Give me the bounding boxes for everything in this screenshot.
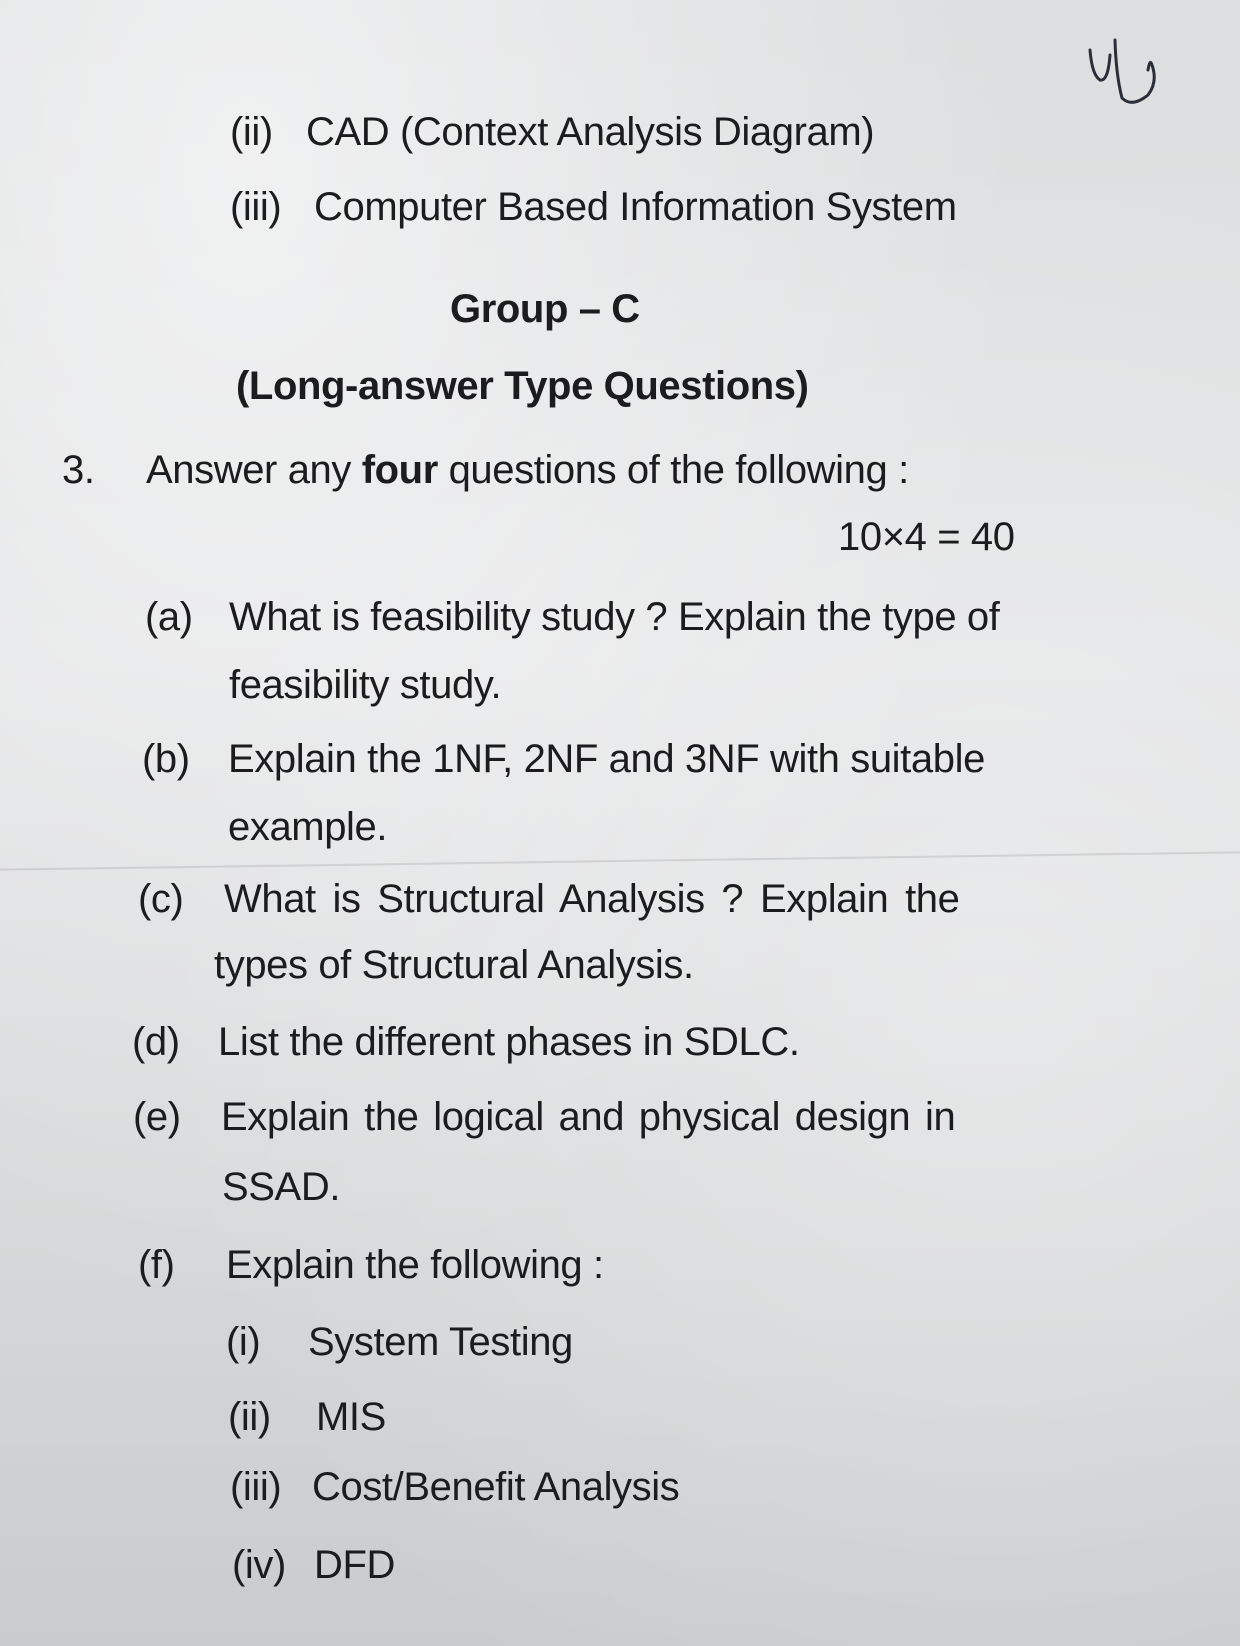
part-item xyxy=(142,737,985,782)
part-line1: Explain the logical and physical design in xyxy=(221,1095,956,1139)
subpart-label: (iii) xyxy=(230,1465,282,1509)
subpart-text: DFD xyxy=(314,1543,396,1587)
part-line2: types of Structural Analysis. xyxy=(214,943,694,987)
part-line2: example. xyxy=(228,805,388,849)
part-label: (e) xyxy=(133,1095,181,1139)
group-subtitle: (Long-answer Type Questions) xyxy=(236,364,809,408)
part-label: (c) xyxy=(138,877,184,921)
subpart-item xyxy=(226,1320,573,1365)
group-title: Group – C xyxy=(450,287,640,331)
subpart-text: System Testing xyxy=(308,1320,573,1364)
instruction-suffix: questions of the following : xyxy=(437,448,909,492)
instruction-emphasis: four xyxy=(361,448,438,492)
subpart-item xyxy=(228,1395,386,1440)
item-label: (iii) xyxy=(230,185,282,229)
subpart-item xyxy=(232,1543,395,1588)
marks: 10×4 = 40 xyxy=(838,515,1015,559)
paper-fold-shadow xyxy=(0,851,1240,870)
part-line1: Explain the following : xyxy=(226,1243,604,1287)
part-item xyxy=(145,595,999,640)
question-number: 3. xyxy=(62,448,95,492)
subpart-text: MIS xyxy=(316,1395,386,1439)
part-line1: What is Structural Analysis ? Explain the xyxy=(224,877,960,921)
part-item xyxy=(132,1020,800,1065)
item-text: CAD (Context Analysis Diagram) xyxy=(306,110,875,154)
subpart-label: (iv) xyxy=(232,1543,286,1587)
part-label: (a) xyxy=(145,595,193,639)
subpart-label: (ii) xyxy=(228,1395,271,1439)
subpart-label: (i) xyxy=(226,1320,261,1364)
part-item xyxy=(138,1243,604,1288)
part-item xyxy=(133,1095,955,1140)
continuation-item xyxy=(230,185,957,230)
part-line2: SSAD. xyxy=(222,1165,341,1209)
part-label: (f) xyxy=(138,1243,175,1287)
handwritten-mark xyxy=(1070,20,1170,120)
part-label: (b) xyxy=(142,737,190,781)
part-line2: feasibility study. xyxy=(229,663,502,707)
part-line1: Explain the 1NF, 2NF and 3NF with suitable xyxy=(228,737,985,781)
subpart-item xyxy=(230,1465,679,1510)
question-instruction xyxy=(62,448,909,493)
part-line1: What is feasibility study ? Explain the type of xyxy=(229,595,1000,639)
instruction-prefix: Answer any xyxy=(146,448,362,492)
subpart-text: Cost/Benefit Analysis xyxy=(312,1465,680,1509)
continuation-item xyxy=(230,110,874,155)
item-label: (ii) xyxy=(230,110,273,154)
part-item xyxy=(138,877,959,922)
part-line1: List the different phases in SDLC. xyxy=(218,1020,800,1064)
part-label: (d) xyxy=(132,1020,180,1064)
item-text: Computer Based Information System xyxy=(314,185,957,229)
